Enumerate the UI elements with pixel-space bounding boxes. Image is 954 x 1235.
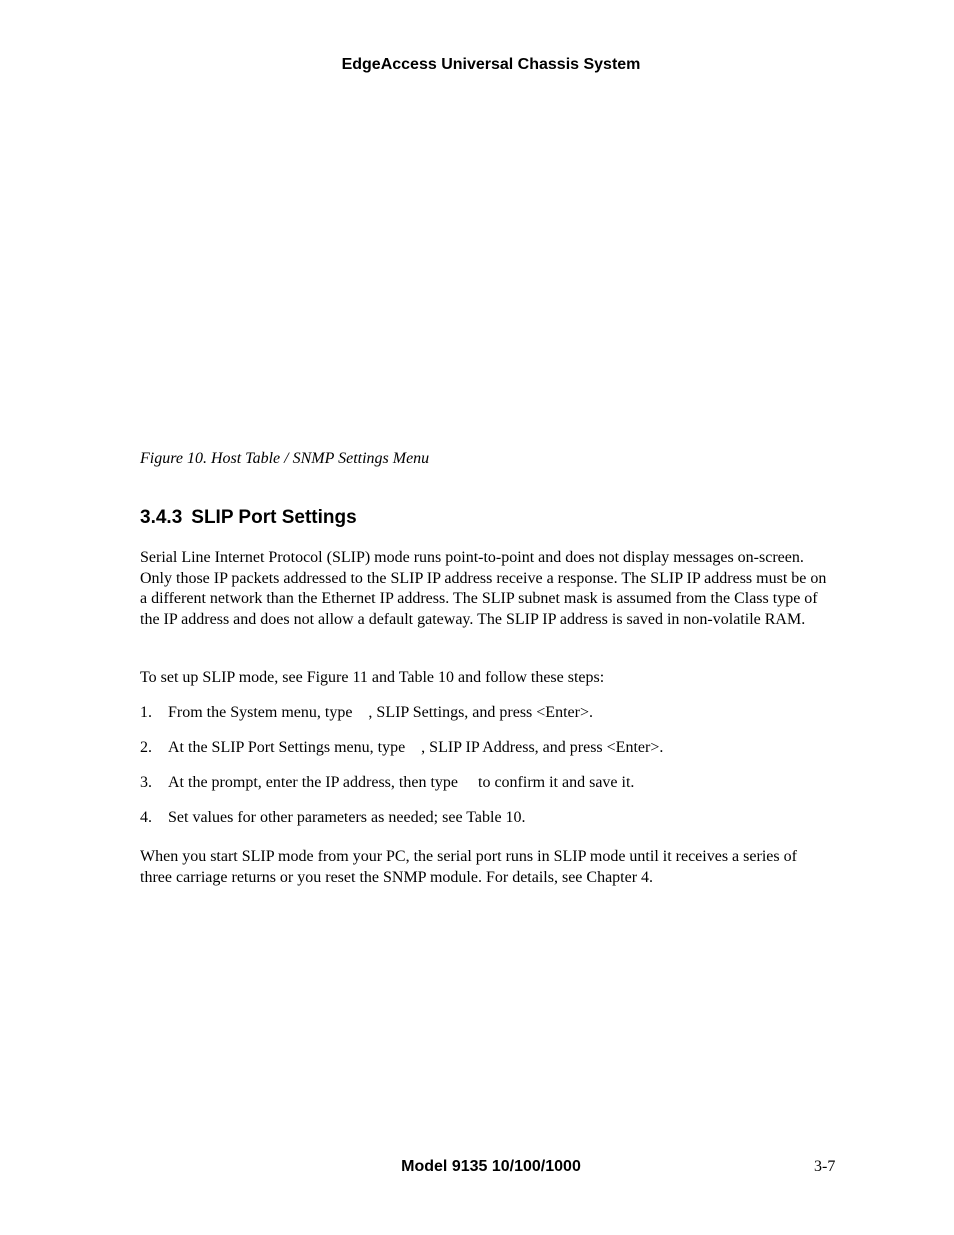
step-text: At the SLIP Port Settings menu, type , SLIP IP Address, and press <Enter>. (168, 739, 664, 756)
page-header-title: EdgeAccess Universal Chassis System (341, 56, 641, 73)
list-item (140, 703, 832, 738)
section-number: 3.4.3 (140, 507, 183, 528)
list-item (140, 738, 832, 773)
intro-paragraph: Serial Line Internet Protocol (SLIP) mode runs point-to-point and does not display messages on-screen. Only those IP packets addressed to the SLIP IP address receive a response. The SLIP IP address must be on a different network than the Ethernet IP address. The SLIP subnet mask is assumed from the Class type of the IP address and does not allow a default gateway. The SLIP IP address is saved in non-volatile RAM. (140, 549, 827, 628)
page-number: 3-7 (814, 1158, 836, 1175)
list-item (140, 773, 832, 808)
footer-model: Model 9135 10/100/1000 (401, 1158, 581, 1175)
step-text: Set values for other parameters as needed; see Table 10. (168, 809, 526, 826)
step-text: At the prompt, enter the IP address, then type to confirm it and save it. (168, 774, 635, 791)
section-heading (140, 507, 357, 529)
step-text: From the System menu, type , SLIP Settings, and press <Enter>. (168, 704, 593, 721)
list-item (140, 808, 832, 843)
closing-paragraph: When you start SLIP mode from your PC, the serial port runs in SLIP mode until it receives a series of three carriage returns or you reset the SNMP module. For details, see Chapter 4. (140, 848, 797, 886)
steps-list (140, 703, 832, 843)
steps-intro-paragraph: To set up SLIP mode, see Figure 11 and Table 10 and follow these steps: (140, 669, 605, 686)
figure-caption: Figure 10. Host Table / SNMP Settings Menu (140, 450, 430, 467)
step-number: 1. (140, 704, 152, 721)
section-title: SLIP Port Settings (191, 507, 357, 528)
figure-placeholder (140, 90, 830, 440)
step-number: 2. (140, 739, 152, 756)
step-number: 4. (140, 809, 152, 826)
step-number: 3. (140, 774, 152, 791)
